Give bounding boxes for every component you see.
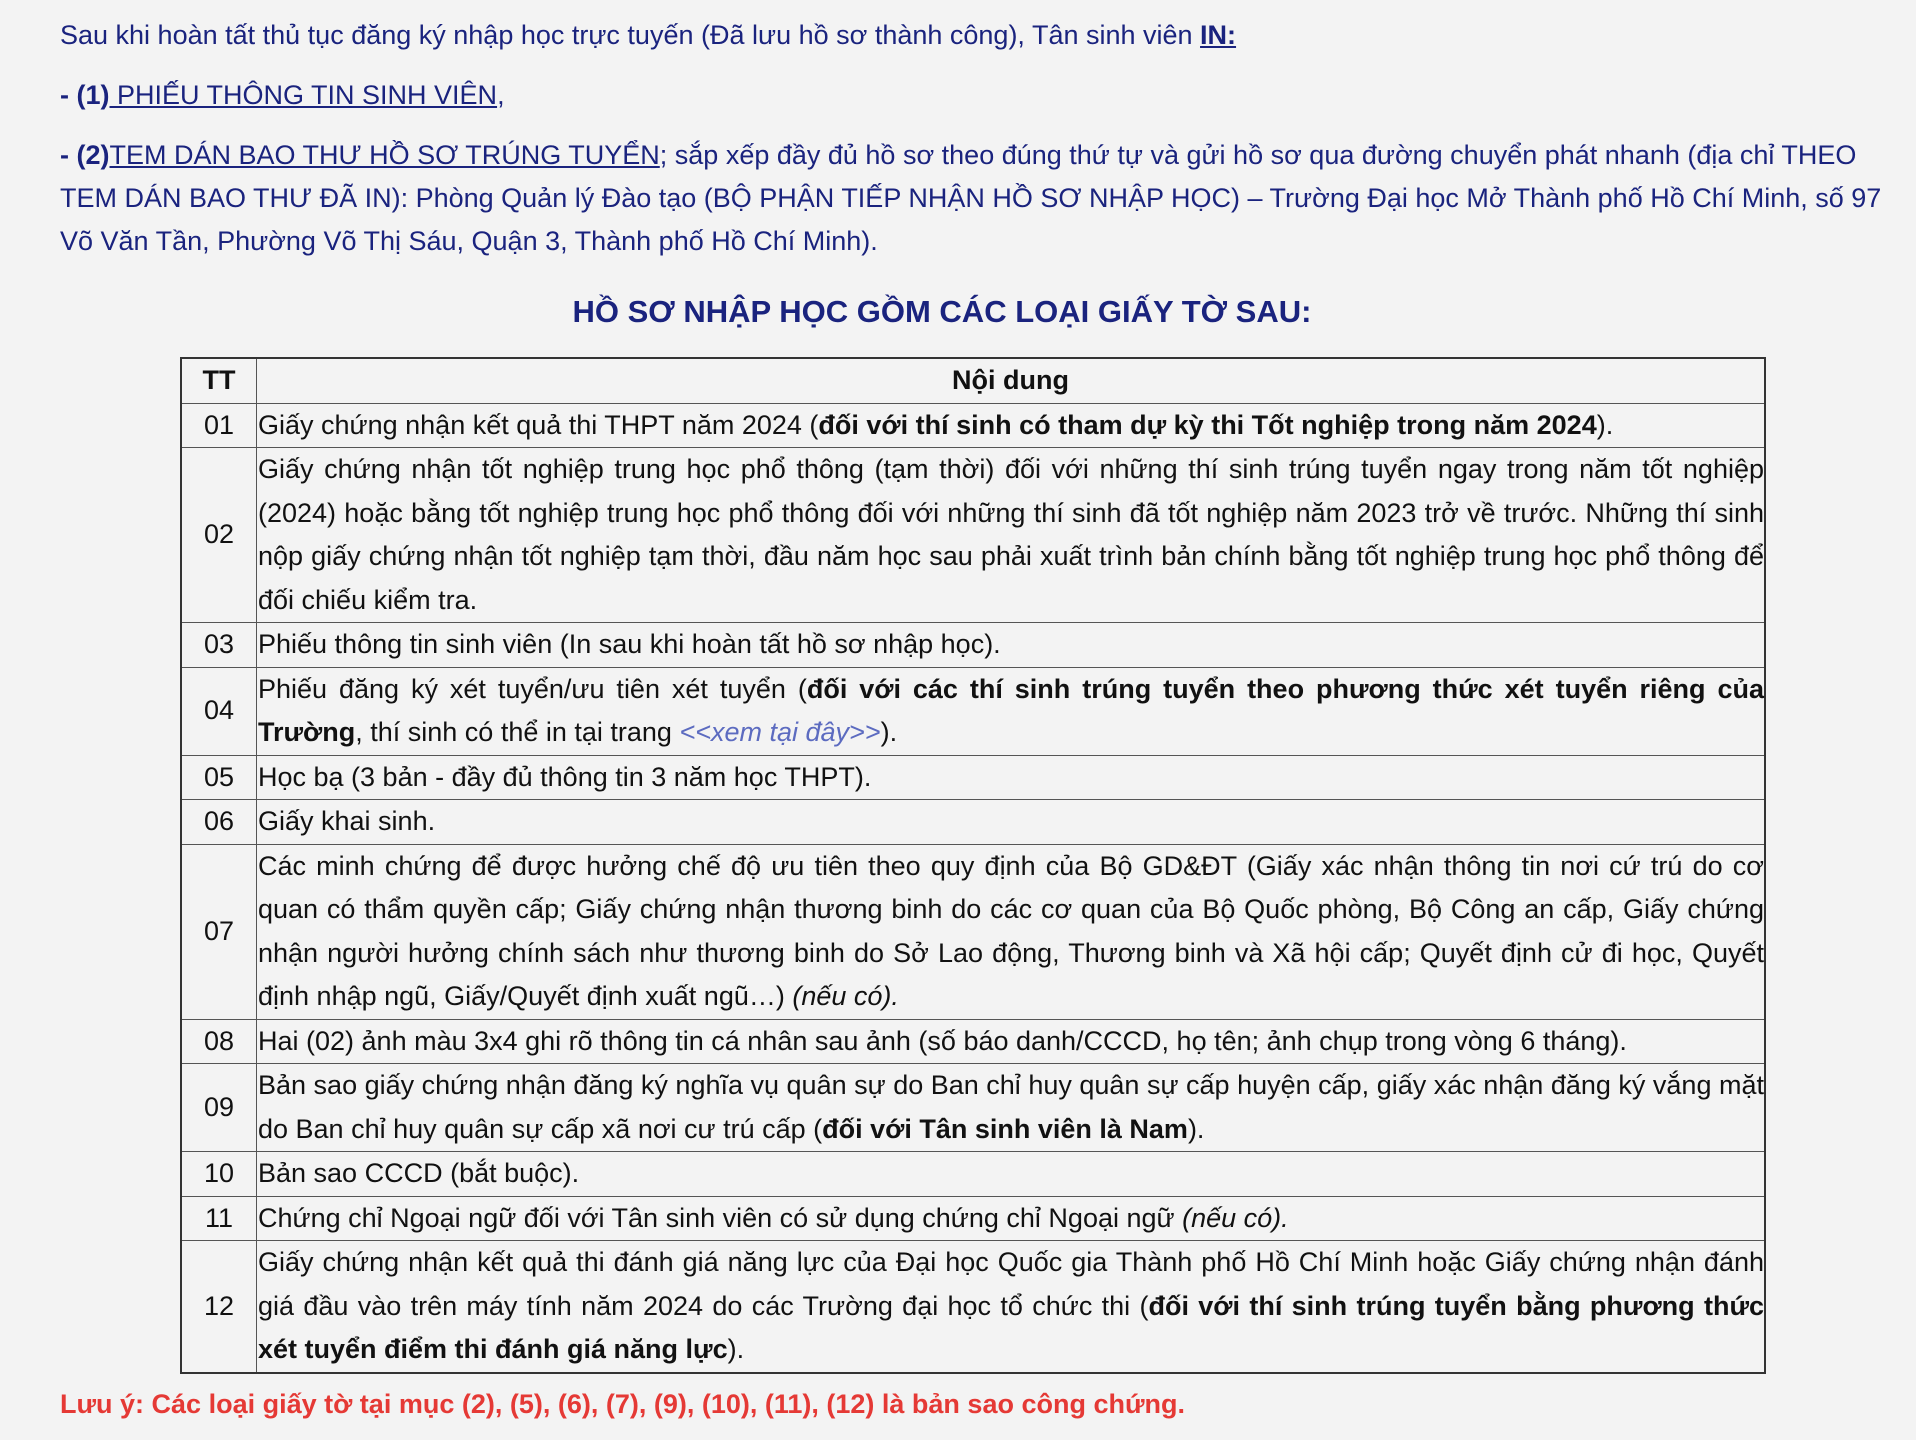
item-1-number: - (1) (60, 80, 110, 110)
table-row (181, 1019, 1765, 1064)
row-content-text: Học bạ (3 bản - đầy đủ thông tin 3 năm học THPT). (258, 761, 872, 792)
row-content (257, 1019, 1766, 1064)
row-number: 12 (181, 1241, 257, 1373)
row-content-text: Phiếu thông tin sinh viên (In sau khi hoàn tất hồ sơ nhập học). (258, 629, 1001, 659)
row-content-text: (nếu có). (1182, 1202, 1289, 1233)
item-2-number: - (2) (60, 140, 110, 170)
table-row (181, 1152, 1765, 1197)
table-row (181, 755, 1765, 800)
item-envelope-label (60, 134, 1884, 263)
row-number: 08 (181, 1019, 257, 1064)
header-tt: TT (181, 358, 257, 403)
row-content (257, 448, 1766, 623)
table-row (181, 667, 1765, 755)
envelope-label-link[interactable]: TEM DÁN BAO THƯ HỒ SƠ TRÚNG TUYỂN (109, 140, 660, 170)
table-row (181, 623, 1765, 668)
row-content-text: Chứng chỉ Ngoại ngữ đối với Tân sinh viên có sử dụng chứng chỉ Ngoại ngữ (258, 1202, 1183, 1233)
row-content-text: , thí sinh có thể in tại trang (355, 717, 680, 747)
row-content (257, 1064, 1766, 1152)
table-row (181, 403, 1765, 448)
row-content-text: ). (727, 1334, 745, 1364)
row-content-text: Giấy chứng nhận kết quả thi THPT năm 2024 ( (258, 409, 819, 440)
row-content-text: Giấy khai sinh. (258, 806, 436, 836)
note-text: Lưu ý: Các loại giấy tờ tại mục (2), (5), (6), (7), (9), (10), (11), (12) là bản sao công chứng. (60, 1388, 1185, 1419)
row-content-text: (nếu có). (792, 981, 899, 1011)
table-row (181, 448, 1765, 623)
row-content-text: Các minh chứng để được hưởng chế độ ưu tiên theo quy định của Bộ GD&ĐT (Giấy xác nhận thông tin nơi cứ trú do cơ quan có thẩm quyền cấp; Giấy chứng nhận thương binh do các cơ quan của Bộ Quốc phòng, Bộ Công an cấp, Giấy chứng nhận người hưởng chính sách như thương binh do Sở Lao động, Thương binh và Xã hội cấp; Quyết định cử đi học, Quyết định nhập ngũ, Giấy/Quyết định xuất ngũ…) (258, 850, 1764, 1011)
row-content-text: Bản sao giấy chứng nhận đăng ký nghĩa vụ quân sự do Ban chỉ huy quân sự cấp huyện cấp, giấy xác nhận đăng ký vắng mặt do Ban chỉ huy quân sự cấp xã nơi cư trú cấp ( (258, 1070, 1764, 1144)
row-content-text: đối với các thí sinh trúng tuyển theo phương thức xét tuyển riêng của Trường (258, 673, 1764, 747)
row-content-text: Phiếu đăng ký xét tuyển/ưu tiên xét tuyển ( (258, 673, 807, 704)
row-content-text: Giấy chứng nhận kết quả thi đánh giá năng lực của Đại học Quốc gia Thành phố Hồ Chí Minh hoặc Giấy chứng nhận đánh giá đầu vào trên máy tính năm 2024 do các Trường đại học tổ chức thi ( (258, 1247, 1764, 1321)
student-info-form-link[interactable]: PHIẾU THÔNG TIN SINH VIÊN (109, 80, 498, 110)
row-content-text: ). (880, 717, 898, 747)
row-number: 10 (181, 1152, 257, 1197)
row-number: 07 (181, 844, 257, 1019)
row-content (257, 1241, 1766, 1373)
table-row (181, 1196, 1765, 1241)
item-2-instructions: ; sắp xếp đầy đủ hồ sơ theo đúng thứ tự và gửi hồ sơ qua đường chuyển phát nhanh (địa chỉ THEO TEM DÁN BAO THƯ ĐÃ IN): Phòng Quản lý Đào tạo (BỘ PHẬN TIẾP NHẬN HỒ SƠ NHẬP HỌC) – Trường Đại học Mở Thành phố Hồ Chí Minh, số 97 Võ Văn Tần, Phường Võ Thị Sáu, Quận 3, Thành phố Hồ Chí Minh). (60, 140, 1882, 256)
in-link[interactable]: IN: (1200, 20, 1237, 50)
row-content-text: đối với thí sinh có tham dự kỳ thi Tốt nghiệp trong năm 2024 (818, 409, 1597, 440)
header-content: Nội dung (257, 358, 1766, 403)
row-content-text: đối với thí sinh trúng tuyển bằng phương thức xét tuyển điểm thi đánh giá năng lực (258, 1290, 1765, 1364)
row-number: 05 (181, 755, 257, 800)
row-number: 06 (181, 800, 257, 845)
row-number: 09 (181, 1064, 257, 1152)
row-number: 11 (181, 1196, 257, 1241)
view-here-link[interactable]: <<xem tại đây>> (679, 717, 881, 747)
row-content (257, 1196, 1766, 1241)
table-body (181, 403, 1765, 1373)
row-content-text: ). (1187, 1113, 1205, 1144)
row-content-text: ). (1596, 409, 1614, 440)
row-number: 01 (181, 403, 257, 448)
row-content (257, 667, 1766, 755)
row-content (257, 800, 1766, 845)
intro-line (60, 14, 1884, 57)
table-row (181, 800, 1765, 845)
row-number: 02 (181, 448, 257, 623)
documents-table (180, 357, 1766, 1374)
row-content (257, 1152, 1766, 1197)
row-content-text: Hai (02) ảnh màu 3x4 ghi rõ thông tin cá nhân sau ảnh (số báo danh/CCCD, họ tên; ảnh chụp trong vòng 6 tháng). (258, 1025, 1627, 1056)
table-header-row (181, 358, 1765, 403)
row-content-text: đối với Tân sinh viên là Nam (822, 1113, 1188, 1144)
table-row (181, 1241, 1765, 1373)
table-row (181, 844, 1765, 1019)
row-content-text: Bản sao CCCD (bắt buộc). (258, 1158, 580, 1188)
row-content (257, 755, 1766, 800)
table-row (181, 1064, 1765, 1152)
row-content-text: Giấy chứng nhận tốt nghiệp trung học phổ thông (tạm thời) đối với những thí sinh trúng tuyển ngay trong năm tốt nghiệp (2024) hoặc bằng tốt nghiệp trung học phổ thông đối với những thí sinh đã tốt nghiệp năm 2023 trở về trước. Những thí sinh nộp giấy chứng nhận tốt nghiệp tạm thời, đầu năm học sau phải xuất trình bản chính bằng tốt nghiệp trung học phổ thông để đối chiếu kiểm tra. (258, 454, 1764, 615)
row-content (257, 403, 1766, 448)
item-student-info (60, 74, 1884, 117)
row-content (257, 844, 1766, 1019)
item-1-suffix: , (497, 80, 505, 110)
row-number: 04 (181, 667, 257, 755)
row-content (257, 623, 1766, 668)
section-heading: HỒ SƠ NHẬP HỌC GỒM CÁC LOẠI GIẤY TỜ SAU: (572, 294, 1312, 329)
intro-text: Sau khi hoàn tất thủ tục đăng ký nhập học trực tuyến (Đã lưu hồ sơ thành công), Tân sinh viên (60, 20, 1201, 50)
row-number: 03 (181, 623, 257, 668)
